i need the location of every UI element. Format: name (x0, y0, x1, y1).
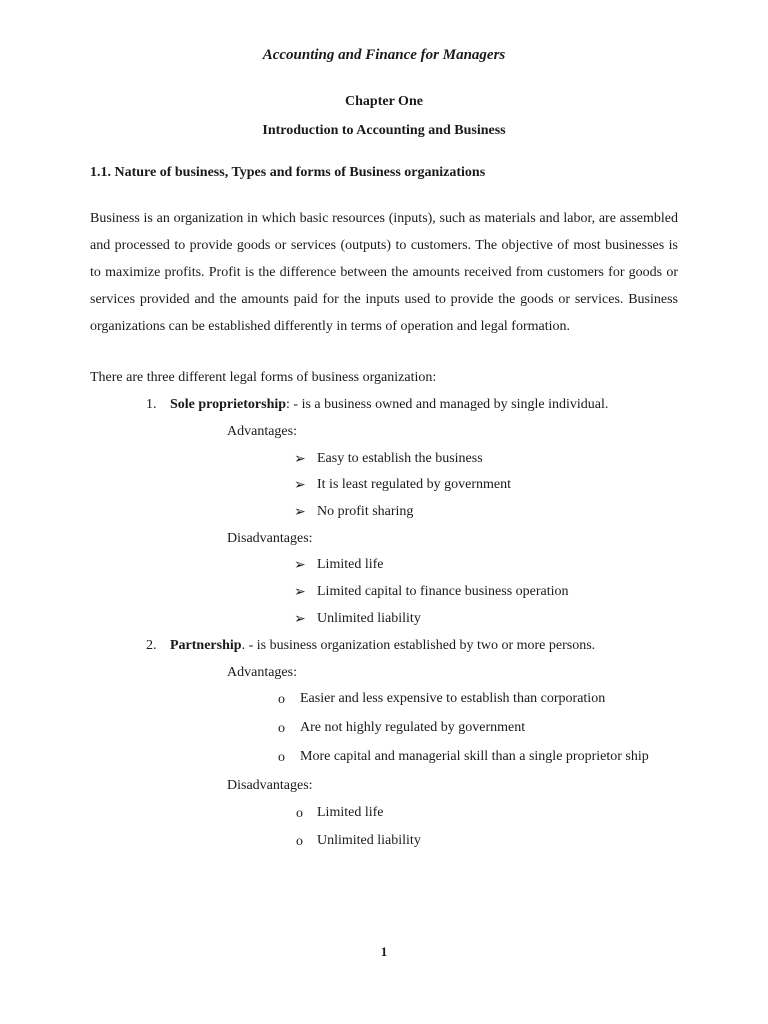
list-item: Unlimited liability (317, 833, 421, 848)
body-paragraph: Business is an organization in which basic resources (inputs), such as materials and labor, are assembled and processed to provide goods or services (outputs) to customers. The objective of most businesses is to maximize profits. Profit is the difference between the amounts received from customers for goods or services provided and the amounts paid for the inputs used to provide the goods or services. Business organizations can be established differently in terms of operation and legal formation. (90, 211, 678, 334)
disadvantages-label: Disadvantages: (227, 531, 313, 546)
list-number: 1. (146, 397, 157, 412)
page-number: 1 (380, 944, 388, 959)
list-item: It is least regulated by government (317, 477, 511, 492)
list-number: 2. (146, 638, 157, 653)
list-item-partnership (170, 638, 595, 654)
running-header: Accounting and Finance for Managers (262, 47, 506, 63)
form-name: Partnership (170, 638, 242, 653)
arrow-bullet-icon: ➢ (294, 452, 306, 467)
arrow-bullet-icon: ➢ (294, 612, 306, 627)
list-item-sole-proprietorship (170, 397, 608, 413)
advantages-label: Advantages: (227, 665, 297, 680)
circle-bullet-icon: o (296, 806, 303, 821)
list-item: Easy to establish the business (317, 451, 483, 466)
arrow-bullet-icon: ➢ (294, 585, 306, 600)
circle-bullet-icon: o (278, 692, 285, 707)
list-item: No profit sharing (317, 504, 414, 519)
list-item: Are not highly regulated by government (300, 720, 526, 735)
list-item: Limited life (317, 805, 384, 820)
circle-bullet-icon: o (278, 721, 285, 736)
list-item: Limited life (317, 557, 384, 572)
list-item: Easier and less expensive to establish than corporation (300, 691, 606, 706)
list-item: Limited capital to finance business operation (317, 584, 569, 599)
list-item: Unlimited liability (317, 611, 421, 626)
arrow-bullet-icon: ➢ (294, 478, 306, 493)
chapter-title: Chapter One (345, 94, 423, 109)
form-name: Sole proprietorship (170, 397, 287, 412)
intro-line: There are three different legal forms of business organization: (90, 370, 437, 385)
advantages-label: Advantages: (227, 424, 297, 439)
chapter-subtitle: Introduction to Accounting and Business (262, 123, 506, 138)
disadvantages-label: Disadvantages: (227, 778, 313, 793)
form-description: : - is a business owned and managed by single individual. (286, 397, 609, 412)
circle-bullet-icon: o (296, 834, 303, 849)
list-item: More capital and managerial skill than a single proprietor ship (300, 749, 649, 764)
form-description: . - is business organization established by two or more persons. (241, 638, 596, 653)
arrow-bullet-icon: ➢ (294, 505, 306, 520)
arrow-bullet-icon: ➢ (294, 558, 306, 573)
section-heading: 1.1. Nature of business, Types and forms of Business organizations (90, 165, 486, 180)
circle-bullet-icon: o (278, 750, 285, 765)
